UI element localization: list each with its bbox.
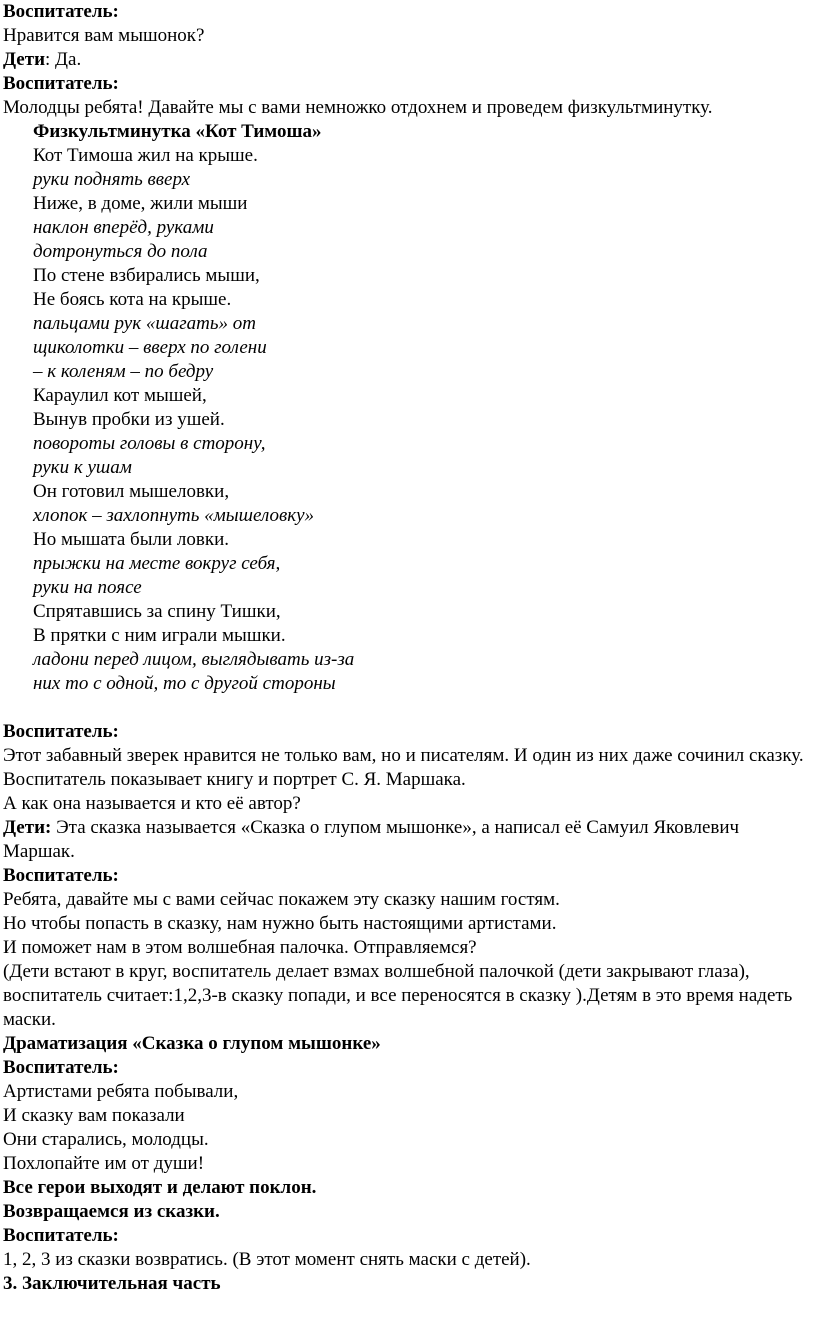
poem-block: [3, 120, 816, 696]
paragraph: Этот забавный зверек нравится не только вам, но и писателям. И один из них даже сочинил сказку.: [3, 745, 804, 766]
paragraph: 1, 2, 3 из сказки возвратись. (В этот момент снять маски с детей).: [3, 1249, 531, 1270]
poem-instruction: хлопок – захлопнуть «мышеловку»: [33, 505, 315, 526]
speaker-label: Воспитатель:: [3, 865, 119, 886]
paragraph: [3, 48, 816, 72]
paragraph-text: Эта сказка называется «Сказка о глупом мышонке», а написал её Самуил Яковлевич Маршак.: [3, 817, 740, 862]
paragraph: Похлопайте им от души!: [3, 1153, 205, 1174]
poem-line: В прятки с ним играли мышки.: [33, 625, 286, 646]
poem-instruction: – к коленям – по бедру: [33, 361, 214, 382]
poem-line: Вынув пробки из ушей.: [33, 409, 225, 430]
paragraph: И поможет нам в этом волшебная палочка. Отправляемся?: [3, 937, 477, 958]
speaker-label: Дети:: [3, 817, 52, 838]
poem-instruction: руки поднять вверх: [33, 169, 191, 190]
poem-instruction: руки к ушам: [33, 457, 132, 478]
speaker-label: Воспитатель:: [3, 1057, 119, 1078]
poem-line: Кот Тимоша жил на крыше.: [33, 145, 258, 166]
poem-instruction: повороты головы в сторону,: [33, 433, 266, 454]
poem-instruction: руки на поясе: [33, 577, 142, 598]
paragraph: Артистами ребята побывали,: [3, 1081, 239, 1102]
poem-line: Караулил кот мышей,: [33, 385, 207, 406]
speaker-label: Воспитатель:: [3, 1, 119, 22]
stage-direction: Возвращаемся из сказки.: [3, 1201, 220, 1222]
speaker-label: Воспитатель:: [3, 1225, 119, 1246]
speaker-label: Воспитатель:: [3, 721, 119, 742]
poem-instruction: пальцами рук «шагать» от: [33, 313, 256, 334]
section-heading: Драматизация «Сказка о глупом мышонке»: [3, 1033, 381, 1054]
poem-instruction: ладони перед лицом, выглядывать из-за: [33, 649, 355, 670]
poem-line: Он готовил мышеловки,: [33, 481, 230, 502]
poem-instruction: дотронуться до пола: [33, 241, 208, 262]
paragraph: [3, 816, 816, 864]
paragraph: А как она называется и кто её автор?: [3, 793, 301, 814]
poem-instruction: наклон вперёд, руками: [33, 217, 214, 238]
section-heading: 3. Заключительная часть: [3, 1273, 221, 1294]
poem-line: По стене взбирались мыши,: [33, 265, 260, 286]
paragraph: Они старались, молодцы.: [3, 1129, 209, 1150]
paragraph: Ребята, давайте мы с вами сейчас покажем эту сказку нашим гостям.: [3, 889, 560, 910]
spacer: [3, 696, 816, 720]
poem-title: Физкультминутка «Кот Тимоша»: [33, 121, 322, 142]
paragraph: Молодцы ребята! Давайте мы с вами немножко отдохнем и проведем физкультминутку.: [3, 97, 713, 118]
stage-direction: Все герои выходят и делают поклон.: [3, 1177, 317, 1198]
speaker-label: Дети: [3, 49, 46, 70]
paragraph: (Дети встают в круг, воспитатель делает взмах волшебной палочкой (дети закрывают глаза), воспитатель считает:1,2,3-в сказку попади, и все переносятся в сказку ).Детям в это время надеть маски.: [3, 961, 793, 1030]
poem-lines: [33, 144, 816, 696]
paragraph: Нравится вам мышонок?: [3, 25, 205, 46]
poem-line: Спрятавшись за спину Тишки,: [33, 601, 281, 622]
poem-line: Но мышата были ловки.: [33, 529, 229, 550]
poem-line: Не боясь кота на крыше.: [33, 289, 232, 310]
speaker-label: Воспитатель:: [3, 73, 119, 94]
poem-line: Ниже, в доме, жили мыши: [33, 193, 248, 214]
paragraph-text: : Да.: [45, 49, 82, 70]
poem-instruction: щиколотки – вверх по голени: [33, 337, 267, 358]
poem-instruction: прыжки на месте вокруг себя,: [33, 553, 281, 574]
paragraph: Но чтобы попасть в сказку, нам нужно быть настоящими артистами.: [3, 913, 557, 934]
paragraph: Воспитатель показывает книгу и портрет С. Я. Маршака.: [3, 769, 466, 790]
poem-instruction: них то с одной, то с другой стороны: [33, 673, 336, 694]
paragraph: И сказку вам показали: [3, 1105, 185, 1126]
